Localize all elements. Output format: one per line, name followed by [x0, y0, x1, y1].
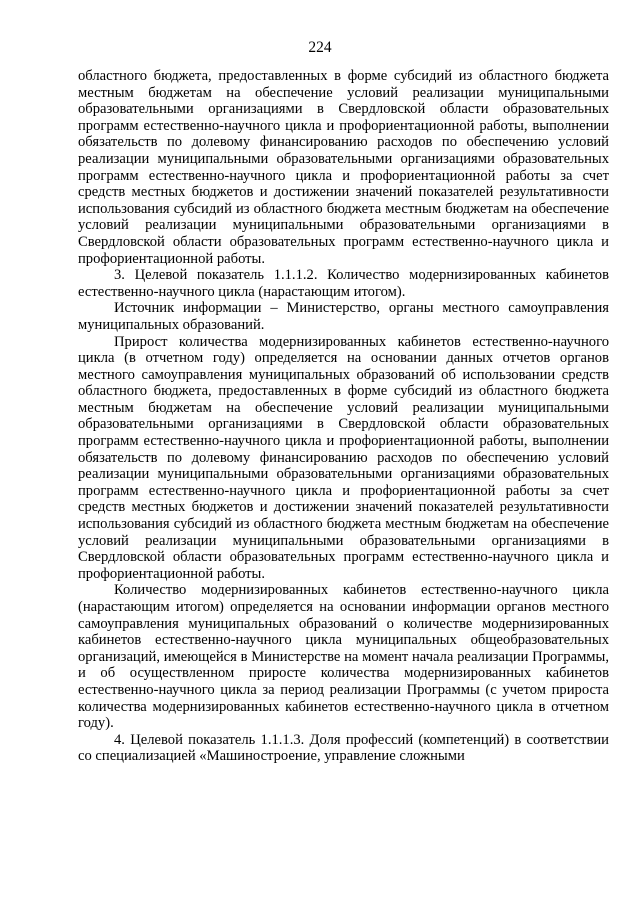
- page-number: 224: [308, 39, 332, 56]
- paragraph-cumulative-count: Количество модернизированных кабинетов естественно-научного цикла (нарастающим итогом) определяется на основании информации органов местного самоуправления муниципальных образований о количестве модернизированных кабинетов естественно-научного цикла муниципальных общеобразовательных организаций, имеющейся в Министерстве на момент начала реализации Программы, и об осуществленном приросте количества модернизированных кабинетов естественно-научного цикла за период реализации Программы (с учетом прироста количества модернизированных кабинетов естественно-научного цикла в отчетном году).: [78, 582, 609, 732]
- paragraph-target-indicator-1-1-1-3: 4. Целевой показатель 1.1.1.3. Доля профессий (компетенций) в соответствии со специализацией «Машиностроение, управление сложными: [78, 731, 609, 765]
- document-body: [78, 68, 609, 765]
- paragraph-increase-calculation: Прирост количества модернизированных кабинетов естественно-научного цикла (в отчетном году) определяется на основании данных отчетов органов местного самоуправления муниципальных образований об использовании средств областного бюджета, предоставленных в форме субсидий из областного бюджета местным бюджетам на обеспечение условий реализации муниципальными образовательными организациями в Свердловской области образовательных программ естественно-научного цикла и профориентационной работы, выполнении обязательств по долевому финансированию расходов по обеспечению условий реализации муниципальными образовательными организациями образовательных программ естественно-научного цикла и профориентационной работы за счет средств местных бюджетов и достижении значений показателей результативности использования субсидий из областного бюджета местным бюджетам на обеспечение условий реализации муниципальными образовательными организациями в Свердловской области образовательных программ естественно-научного цикла и профориентационной работы.: [78, 333, 609, 582]
- paragraph-information-source: Источник информации – Министерство, органы местного самоуправления муниципальных образований.: [78, 300, 609, 333]
- paragraph-target-indicator-1-1-1-2: 3. Целевой показатель 1.1.1.2. Количество модернизированных кабинетов естественно-научного цикла (нарастающим итогом).: [78, 267, 609, 300]
- paragraph-budget-continuation: областного бюджета, предоставленных в форме субсидий из областного бюджета местным бюджетам на обеспечение условий реализации муниципальными образовательными организациями в Свердловской области образовательных программ естественно-научного цикла и профориентационной работы, выполнении обязательств по долевому финансированию расходов по обеспечению условий реализации муниципальными образовательными организациями образовательных программ естественно-научного цикла и профориентационной работы за счет средств местных бюджетов и достижении значений показателей результативности использования субсидий из областного бюджета местным бюджетам на обеспечение условий реализации муниципальными образовательными организациями в Свердловской области образовательных программ естественно-научного цикла и профориентационной работы.: [78, 68, 609, 267]
